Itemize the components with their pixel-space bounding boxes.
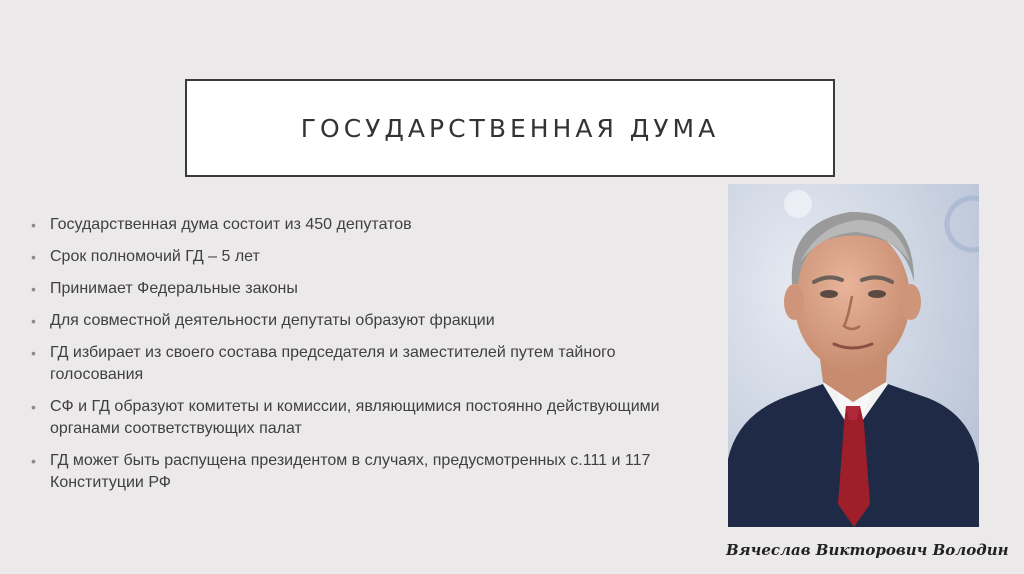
bullet-dot-icon: •: [31, 453, 36, 469]
bullet-dot-icon: •: [31, 399, 36, 415]
bullet-text: Государственная дума состоит из 450 депутатов: [50, 216, 412, 233]
slide-title: ГОСУДАРСТВЕННАЯ ДУМА: [300, 113, 720, 143]
bullet-text: Принимает Федеральные законы: [50, 280, 298, 297]
bullet-dot-icon: •: [31, 249, 36, 265]
bullet-dot-icon: •: [31, 345, 36, 361]
title-box: [185, 79, 835, 177]
bullet-text: Для совместной деятельности депутаты образуют фракции: [50, 312, 495, 329]
bullet-item: [30, 310, 710, 332]
bullet-dot-icon: •: [31, 217, 36, 233]
bullet-item: [30, 246, 710, 268]
portrait-photo: [728, 184, 979, 527]
bullet-text: СФ и ГД образуют комитеты и комиссии, являющимися постоянно действующими органами соответствующих палат: [50, 398, 660, 437]
bullet-dot-icon: •: [31, 313, 36, 329]
bullet-item: [30, 214, 710, 236]
bullet-text: ГД может быть распущена президентом в случаях, предусмотренных с.111 и 117 Конституции РФ: [50, 452, 651, 491]
photo-caption: Вячеслав Викторович Володин: [726, 541, 1009, 559]
bullet-item: [30, 396, 710, 440]
bullet-text: Срок полномочий ГД – 5 лет: [50, 248, 260, 265]
bullet-list: [30, 214, 710, 504]
bullet-item: [30, 450, 710, 494]
bullet-text: ГД избирает из своего состава председателя и заместителей путем тайного голосования: [50, 344, 616, 383]
bullet-item: [30, 278, 710, 300]
bullet-item: [30, 342, 710, 386]
bullet-dot-icon: •: [31, 281, 36, 297]
portrait-illustration: [728, 184, 979, 527]
